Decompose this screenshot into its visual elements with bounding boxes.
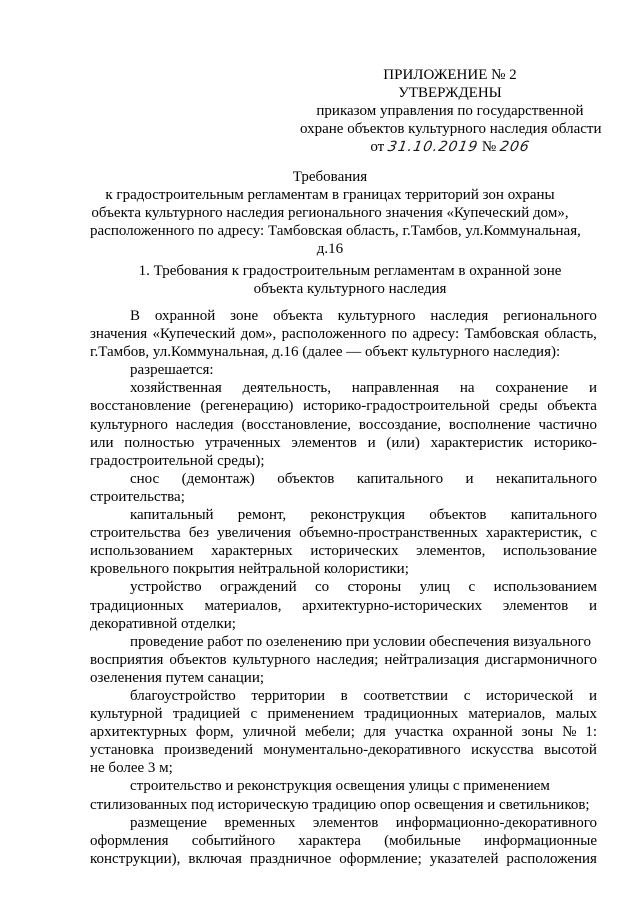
- item-line: [90, 651, 597, 669]
- word: (мобильные: [384, 832, 461, 849]
- permitted-item: [90, 777, 597, 813]
- word: элементов: [502, 597, 569, 614]
- word: капитального: [510, 507, 597, 524]
- word: хозяйственная: [130, 380, 222, 397]
- word: дом»,: [240, 326, 277, 343]
- item-line: [90, 723, 597, 741]
- word: информационные: [484, 832, 597, 849]
- word: зоны: [521, 724, 554, 741]
- word: капитального: [356, 470, 444, 487]
- word: «Купеческий: [152, 326, 236, 343]
- word: с: [463, 687, 471, 704]
- word: историко-: [533, 434, 597, 451]
- word: использование: [503, 543, 597, 560]
- word: информационно-декоративного: [395, 814, 597, 831]
- word: размещение: [130, 814, 207, 831]
- word: среды: [499, 398, 538, 415]
- word: значения: [90, 326, 148, 343]
- word: и: [588, 380, 597, 397]
- word: капитальный: [130, 507, 214, 524]
- word: №: [562, 724, 577, 741]
- word: временных: [224, 814, 296, 831]
- word: применением: [267, 706, 355, 723]
- word: реконструкция: [310, 507, 406, 524]
- permitted-item: [90, 633, 597, 687]
- word: охранной: [452, 724, 513, 741]
- word: и: [367, 434, 376, 451]
- from-label: от: [370, 139, 385, 155]
- word: Тамбовская: [464, 326, 539, 343]
- item-line: [90, 832, 597, 850]
- word: в: [340, 687, 348, 704]
- word: мебели;: [304, 724, 355, 741]
- section-line-2: объекта культурного наследия: [253, 281, 447, 297]
- item-first-line: проведение работ по озеленению при условии обеспечения визуального: [130, 633, 591, 650]
- word: исторической: [485, 687, 574, 704]
- word: участка: [394, 724, 444, 741]
- order-line-2: охране объектов культурного наследия области: [300, 121, 602, 137]
- word: праздничное: [249, 850, 332, 867]
- annex-label: ПРИЛОЖЕНИЕ № 2: [383, 67, 517, 83]
- word: восприятия: [90, 651, 164, 668]
- permitted-item: [90, 578, 597, 632]
- word: исторических: [310, 543, 399, 560]
- item-line: озеленения путем санации;: [90, 669, 265, 686]
- item-line: [90, 705, 597, 723]
- word: культурной: [90, 706, 163, 723]
- word: культурного: [337, 308, 416, 324]
- word: полностью: [124, 434, 195, 451]
- word: объекта: [547, 398, 597, 415]
- number-label: №: [481, 139, 497, 155]
- item-line: [90, 850, 597, 868]
- permitted-item: [90, 687, 597, 777]
- word: наследия: [430, 308, 489, 324]
- title-line-4: д.16: [316, 241, 344, 257]
- order-date-line: [300, 138, 600, 156]
- word: с: [250, 706, 258, 723]
- word: уличной: [242, 724, 297, 741]
- item-line: градостроительной среды);: [90, 452, 265, 469]
- word: использованием: [90, 543, 194, 560]
- handwritten-number: 206: [498, 139, 532, 155]
- word: зоне: [230, 308, 259, 324]
- title-line-1: к градостроительным регламентам в границах территорий зон охраны: [105, 187, 555, 203]
- word: с: [590, 525, 597, 542]
- word: или: [90, 434, 114, 451]
- word: расположенного: [281, 326, 387, 343]
- word: частично: [538, 416, 597, 433]
- word: регионального: [503, 308, 597, 324]
- word: конструкции),: [90, 850, 181, 867]
- word: высотой: [543, 742, 597, 759]
- word: элементов,: [416, 543, 486, 560]
- word: восполнение: [448, 416, 531, 433]
- word: наследия: [175, 416, 234, 433]
- item-first-line: [90, 470, 597, 488]
- word: деятельность,: [242, 380, 331, 397]
- word: архитектурно-исторических: [302, 597, 483, 614]
- word: историко-градостроительной: [303, 398, 490, 415]
- word: утраченных: [205, 434, 281, 451]
- word: воссоздание,: [358, 416, 441, 433]
- word: для: [363, 724, 386, 741]
- word: форм,: [195, 724, 234, 741]
- word: объемно-пространственных: [299, 525, 478, 542]
- word: улиц: [419, 579, 451, 596]
- word: по: [391, 326, 407, 343]
- word: стороны: [347, 579, 402, 596]
- word: наследия;: [316, 651, 379, 668]
- word: устройство: [130, 579, 202, 596]
- word: (или): [386, 434, 420, 451]
- word: культурного: [232, 651, 311, 668]
- word: ремонт,: [237, 507, 287, 524]
- word: характеристик,: [485, 525, 583, 542]
- word: ограждений: [220, 579, 297, 596]
- word: элементов: [291, 434, 357, 451]
- word: включая: [188, 850, 242, 867]
- word: направленная: [351, 380, 440, 397]
- allowed-label: разрешается:: [130, 362, 214, 379]
- word: архитектурных: [90, 724, 187, 741]
- word: искусства: [470, 742, 534, 759]
- word: традиционных: [364, 706, 459, 723]
- word: снос: [130, 470, 160, 487]
- permitted-item: [90, 814, 597, 868]
- document-title: [90, 168, 581, 258]
- word: характеристик: [430, 434, 524, 451]
- item-line: [90, 741, 597, 759]
- item-line: [90, 434, 597, 452]
- word: область,: [544, 326, 597, 343]
- title-line-3: расположенного по адресу: Тамбовская область, г.Тамбов, ул.Коммунальная,: [90, 223, 581, 239]
- word: строительства: [90, 525, 181, 542]
- word: традиционных: [90, 597, 184, 614]
- item-line: строительства;: [90, 488, 185, 505]
- word: объектов: [277, 470, 335, 487]
- item-first-line: [90, 379, 597, 397]
- word: объектов: [429, 507, 487, 524]
- word: традицией: [172, 706, 241, 723]
- word: монументально-декоративного: [263, 742, 461, 759]
- word: объектов: [169, 651, 227, 668]
- item-first-line: [90, 814, 597, 832]
- item-first-line: [90, 687, 597, 705]
- item-line: декоративной отделки;: [90, 615, 236, 632]
- word: сохранение: [495, 380, 569, 397]
- word: В: [130, 308, 141, 324]
- item-line: не более 3 м;: [90, 760, 173, 777]
- intro-line: [90, 307, 597, 325]
- word: нейтрализация: [384, 651, 480, 668]
- item-line: [90, 416, 597, 434]
- word: некапитального: [496, 470, 597, 487]
- word: элементов: [312, 814, 379, 831]
- order-line-1: приказом управления по государственной: [316, 103, 584, 119]
- word: произведений: [164, 742, 253, 759]
- title-heading: Требования: [292, 169, 368, 185]
- word: соответствии: [363, 687, 449, 704]
- item-first-line: [90, 578, 597, 596]
- word: малых: [555, 706, 597, 723]
- item-first-line: [90, 506, 597, 524]
- word: событийного: [191, 832, 276, 849]
- word: дисгармоничного: [485, 651, 597, 668]
- word: и: [588, 687, 597, 704]
- word: на: [459, 380, 475, 397]
- word: адресу:: [412, 326, 460, 343]
- document-body: [90, 307, 597, 868]
- approved-label: УТВЕРЖДЕНЫ: [398, 85, 502, 101]
- word: без: [188, 525, 210, 542]
- item-line: кровельного покрытия нейтральной колористики;: [90, 561, 409, 578]
- word: (регенерацию): [200, 398, 294, 415]
- permitted-item: [90, 506, 597, 578]
- word: материалов,: [468, 706, 546, 723]
- word: характера: [298, 832, 361, 849]
- intro-line: [90, 325, 597, 343]
- word: указателей: [429, 850, 499, 867]
- word: материалов,: [204, 597, 282, 614]
- word: культурного: [90, 416, 168, 433]
- word: (демонтаж): [181, 470, 255, 487]
- item-line: стилизованных под историческую традицию опор освещения и светильников;: [90, 796, 590, 813]
- item-line: [90, 397, 597, 415]
- intro-line: г.Тамбов, ул.Коммунальная, д.16 (далее — объект культурного наследия):: [90, 344, 561, 361]
- permitted-item: [90, 379, 597, 469]
- word: и: [465, 470, 474, 487]
- word: характерных: [211, 543, 293, 560]
- intro-paragraph: [90, 307, 597, 361]
- title-line-2: объекта культурного наследия регионального значения «Купеческий дом»,: [91, 205, 569, 221]
- item-line: [90, 597, 597, 615]
- word: территории: [251, 687, 325, 704]
- section-line-1: 1. Требования к градостроительным регламентам в охранной зоне: [138, 263, 562, 279]
- word: установка: [90, 742, 154, 759]
- word: восстановление: [90, 398, 191, 415]
- word: 1:: [585, 724, 597, 741]
- item-line: [90, 542, 597, 560]
- permitted-item: [90, 470, 597, 506]
- item-line: [90, 524, 597, 542]
- word: расположения: [506, 850, 597, 867]
- word: объекта: [273, 308, 323, 324]
- word: оформления: [90, 832, 169, 849]
- word: с: [468, 579, 476, 596]
- word: увеличения: [217, 525, 291, 542]
- section-heading: [130, 262, 570, 298]
- word: использованием: [493, 579, 597, 596]
- word: оформление;: [339, 850, 422, 867]
- handwritten-date: 31.10.2019: [386, 139, 480, 155]
- word: охранной: [154, 308, 216, 324]
- approval-header: [300, 66, 600, 156]
- word: благоустройство: [130, 687, 236, 704]
- word: и: [588, 597, 597, 614]
- word: со: [315, 579, 330, 596]
- item-first-line: строительство и реконструкция освещения улицы с применением: [130, 778, 550, 795]
- word: (восстановление,: [241, 416, 352, 433]
